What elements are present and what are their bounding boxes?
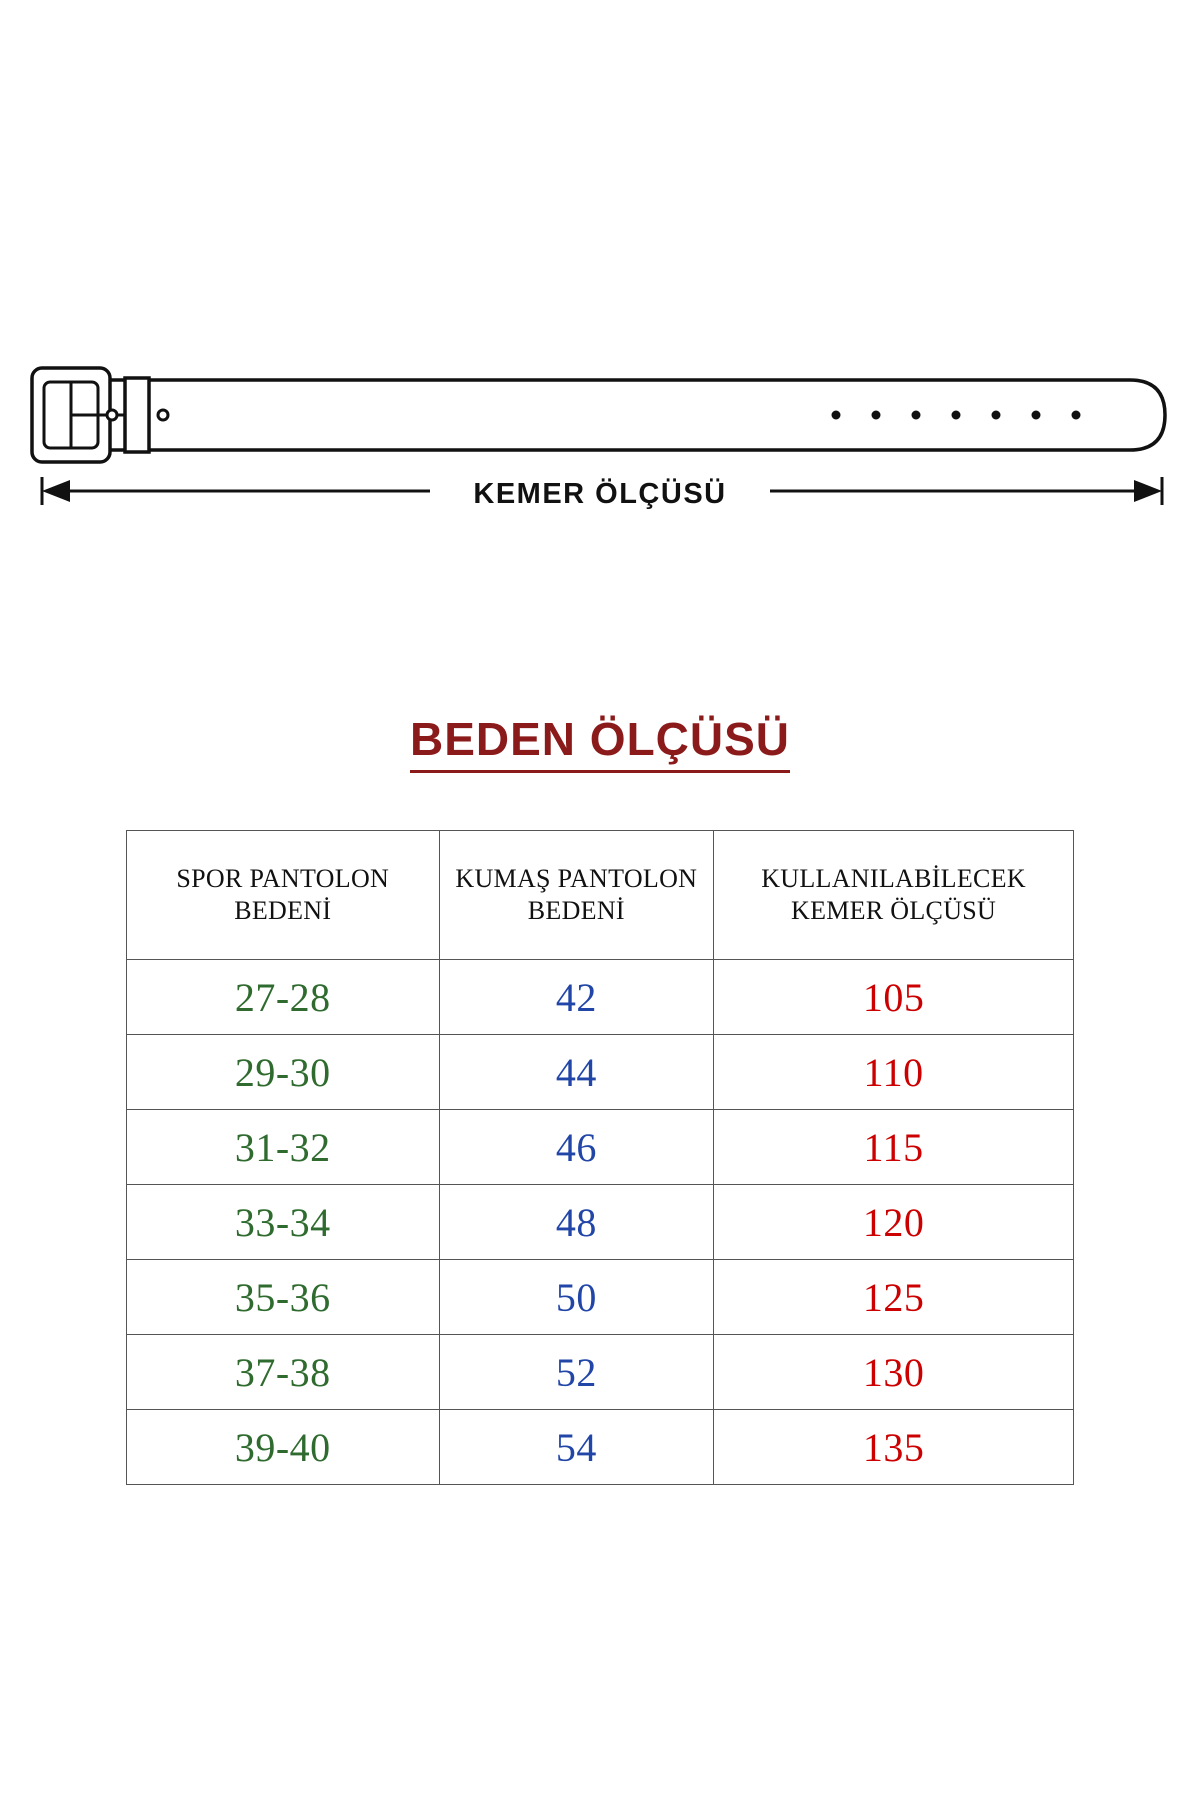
belt-hole: [912, 411, 921, 420]
belt-hole: [832, 411, 841, 420]
column-header-kemer: KULLANILABİLECEK KEMER ÖLÇÜSÜ: [714, 831, 1074, 960]
cell-kumas: 54: [439, 1410, 714, 1485]
belt-hole: [952, 411, 961, 420]
cell-kemer: 130: [714, 1335, 1074, 1410]
cell-spor: 31-32: [127, 1110, 440, 1185]
table-row: [127, 1110, 1074, 1185]
belt-rivet: [107, 410, 117, 420]
table-row: [127, 1260, 1074, 1335]
cell-spor: 33-34: [127, 1185, 440, 1260]
cell-kumas: 48: [439, 1185, 714, 1260]
belt-hole: [1072, 411, 1081, 420]
belt-rivet: [158, 410, 168, 420]
cell-kumas: 50: [439, 1260, 714, 1335]
cell-kumas: 46: [439, 1110, 714, 1185]
cell-kemer: 110: [714, 1035, 1074, 1110]
cell-spor: 27-28: [127, 960, 440, 1035]
table-row: [127, 1035, 1074, 1110]
belt-hole: [872, 411, 881, 420]
belt-hole: [1032, 411, 1041, 420]
cell-kumas: 42: [439, 960, 714, 1035]
cell-spor: 39-40: [127, 1410, 440, 1485]
table-row: [127, 960, 1074, 1035]
table-header-row: [127, 831, 1074, 960]
cell-kemer: 120: [714, 1185, 1074, 1260]
belt-diagram: [0, 360, 1200, 540]
belt-keeper-loop: [125, 378, 149, 452]
measure-arrow-right: [1134, 480, 1162, 502]
belt-illustration-svg: [0, 360, 1200, 540]
column-header-spor: SPOR PANTOLON BEDENİ: [127, 831, 440, 960]
belt-hole: [992, 411, 1001, 420]
cell-kumas: 52: [439, 1335, 714, 1410]
measure-arrow-left: [42, 480, 70, 502]
cell-spor: 29-30: [127, 1035, 440, 1110]
belt-measure-label: KEMER ÖLÇÜSÜ: [473, 478, 727, 510]
page-title: [0, 712, 1200, 773]
page-title-text: BEDEN ÖLÇÜSÜ: [410, 712, 790, 773]
size-chart-table: [126, 830, 1074, 1485]
cell-kemer: 135: [714, 1410, 1074, 1485]
table-row: [127, 1185, 1074, 1260]
cell-spor: 37-38: [127, 1335, 440, 1410]
cell-spor: 35-36: [127, 1260, 440, 1335]
cell-kemer: 125: [714, 1260, 1074, 1335]
cell-kemer: 115: [714, 1110, 1074, 1185]
table-row: [127, 1335, 1074, 1410]
cell-kemer: 105: [714, 960, 1074, 1035]
column-header-kumas: KUMAŞ PANTOLON BEDENİ: [439, 831, 714, 960]
table-row: [127, 1410, 1074, 1485]
cell-kumas: 44: [439, 1035, 714, 1110]
